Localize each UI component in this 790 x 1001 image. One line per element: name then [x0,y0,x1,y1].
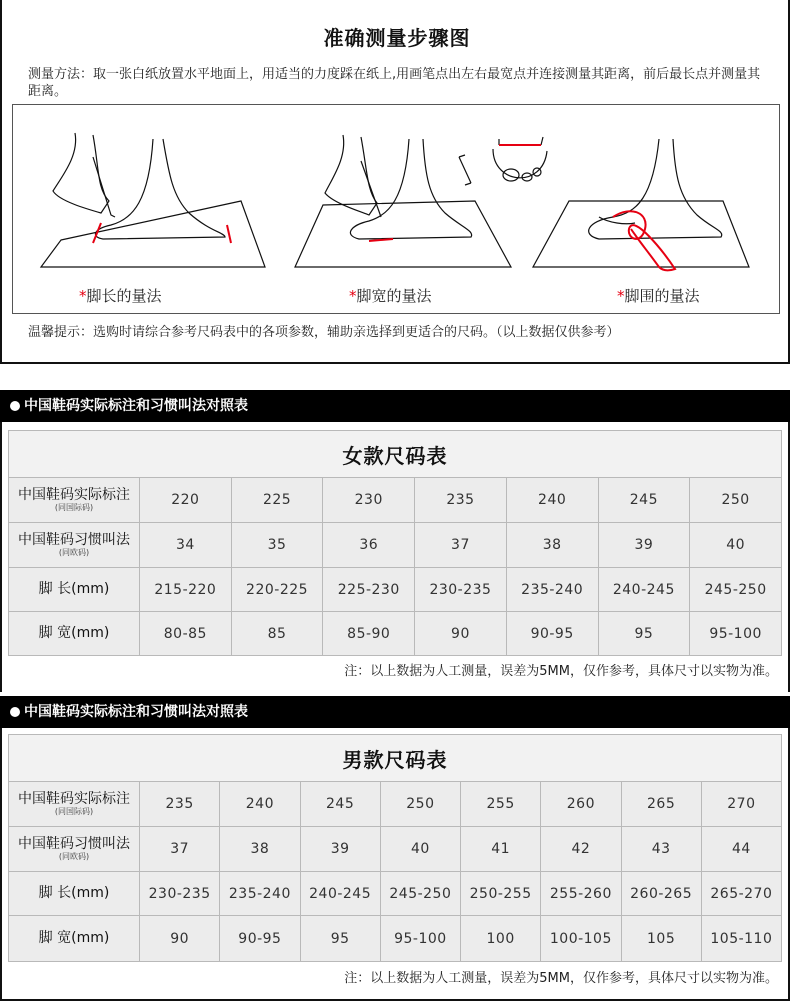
women-table-title: 女款尺码表 [9,431,782,478]
table-cell: 36 [323,523,415,568]
table-cell: 95-100 [380,916,460,962]
table-cell: 245-250 [690,568,782,612]
table-cell: 250 [690,478,782,523]
table-row [9,568,782,612]
table-cell: 215-220 [140,568,232,612]
row-header: 脚 宽(mm) [9,612,140,656]
table-cell: 38 [506,523,598,568]
table-cell: 35 [231,523,323,568]
measurement-panel [0,0,790,364]
men-section-header: 中国鞋码实际标注和习惯叫法对照表 [0,696,790,728]
men-table-title: 男款尺码表 [9,735,782,782]
table-cell: 40 [690,523,782,568]
width-method-label: *脚宽的量法 [349,287,432,305]
table-cell: 39 [598,523,690,568]
table-cell: 265 [621,782,701,827]
women-section-header: 中国鞋码实际标注和习惯叫法对照表 [0,390,790,422]
table-cell: 41 [461,827,541,872]
table-cell: 34 [140,523,232,568]
measurement-illustration [12,104,780,314]
row-header: 中国鞋码习惯叫法 (同欧码) [9,827,140,872]
row-header: 脚 宽(mm) [9,916,140,962]
bullet-icon [10,707,20,717]
table-cell: 80-85 [140,612,232,656]
table-cell: 43 [621,827,701,872]
table-cell: 105 [621,916,701,962]
girth-method-label: *脚围的量法 [617,287,700,305]
table-cell: 245-250 [380,872,460,916]
table-row [9,872,782,916]
table-cell: 105-110 [701,916,781,962]
table-cell: 240-245 [598,568,690,612]
table-cell: 235 [140,782,220,827]
table-cell: 260-265 [621,872,701,916]
table-cell: 255-260 [541,872,621,916]
table-cell: 245 [300,782,380,827]
bullet-icon [10,401,20,411]
table-cell: 265-270 [701,872,781,916]
table-row [9,478,782,523]
measure-method-text: 测量方法：取一张白纸放置水平地面上，用适当的力度踩在纸上,用画笔点出左右最宽点并连接测量其距离，前后最长点并测量其距离。 [28,67,761,99]
table-cell: 230-235 [140,872,220,916]
women-size-table [8,430,782,656]
table-cell: 37 [140,827,220,872]
table-cell: 100-105 [541,916,621,962]
table-cell: 235 [415,478,507,523]
table-row [9,827,782,872]
table-cell: 95 [300,916,380,962]
row-header: 中国鞋码实际标注 (同国际码) [9,782,140,827]
row-header: 脚 长(mm) [9,568,140,612]
row-header: 中国鞋码习惯叫法 (同欧码) [9,523,140,568]
table-cell: 235-240 [220,872,300,916]
table-cell: 95-100 [690,612,782,656]
table-cell: 37 [415,523,507,568]
table-cell: 90-95 [220,916,300,962]
table-cell: 40 [380,827,460,872]
table-cell: 235-240 [506,568,598,612]
men-size-table [8,734,782,962]
table-cell: 250 [380,782,460,827]
table-cell: 38 [220,827,300,872]
table-cell: 95 [598,612,690,656]
men-table-body [9,782,782,962]
length-method-label: *脚长的量法 [79,287,162,305]
table-cell: 90 [140,916,220,962]
table-row [9,916,782,962]
foot-illustration-icon [13,105,779,313]
table-row [9,782,782,827]
page-title: 准确测量步骤图 [323,26,471,50]
table-cell: 100 [461,916,541,962]
row-header: 中国鞋码实际标注 (同国际码) [9,478,140,523]
table-cell: 39 [300,827,380,872]
table-cell: 90-95 [506,612,598,656]
table-cell: 85 [231,612,323,656]
table-cell: 225-230 [323,568,415,612]
table-cell: 85-90 [323,612,415,656]
table-cell: 44 [701,827,781,872]
table-cell: 240 [506,478,598,523]
table-cell: 260 [541,782,621,827]
table-cell: 225 [231,478,323,523]
table-row [9,612,782,656]
row-header: 脚 长(mm) [9,872,140,916]
table-cell: 220 [140,478,232,523]
table-cell: 220-225 [231,568,323,612]
table-cell: 245 [598,478,690,523]
table-cell: 270 [701,782,781,827]
table-cell: 90 [415,612,507,656]
table-cell: 240-245 [300,872,380,916]
table-cell: 42 [541,827,621,872]
divider [0,362,790,364]
table-row [9,523,782,568]
women-table-body [9,478,782,656]
women-note: 注：以上数据为人工测量，误差为5MM，仅作参考，具体尺寸以实物为准。 [344,664,778,679]
table-cell: 250-255 [461,872,541,916]
tip-text: 温馨提示：选购时请综合参考尺码表中的各项参数，辅助亲选择到更适合的尺码。（以上数据仅供参考） [28,325,620,340]
table-cell: 230-235 [415,568,507,612]
table-cell: 240 [220,782,300,827]
men-note: 注：以上数据为人工测量，误差为5MM，仅作参考，具体尺寸以实物为准。 [344,971,778,986]
table-cell: 230 [323,478,415,523]
table-cell: 255 [461,782,541,827]
